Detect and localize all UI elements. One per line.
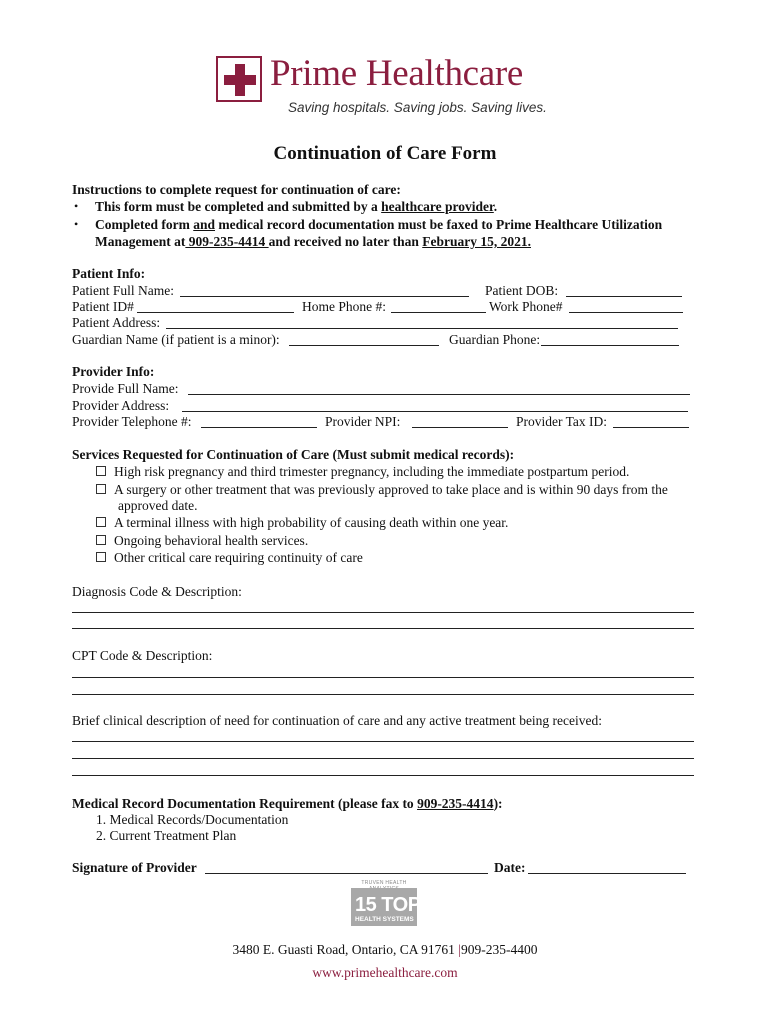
- provider-telephone-label: Provider Telephone #:: [72, 414, 192, 429]
- clinical-field-line-1[interactable]: [72, 741, 694, 742]
- service-option-4[interactable]: Ongoing behavioral health services.: [96, 532, 308, 549]
- patient-dob-field[interactable]: [566, 296, 682, 297]
- bullet-icon: •: [74, 217, 79, 231]
- checkbox[interactable]: [96, 484, 106, 494]
- provider-telephone-field[interactable]: [201, 427, 317, 428]
- provider-address-label: Provider Address:: [72, 398, 170, 413]
- provider-tax-id-field[interactable]: [613, 427, 689, 428]
- patient-dob-label: Patient DOB:: [485, 283, 559, 298]
- logo-tagline: Saving hospitals. Saving jobs. Saving lives.: [288, 100, 547, 115]
- service-option-2-cont: approved date.: [118, 498, 198, 513]
- prime-healthcare-logo: [216, 53, 556, 116]
- patient-id-label: Patient ID#: [72, 299, 134, 314]
- checkbox[interactable]: [96, 552, 106, 562]
- guardian-phone-label: Guardian Phone:: [449, 332, 541, 347]
- signature-field[interactable]: [205, 873, 488, 874]
- provider-npi-label: Provider NPI:: [325, 414, 401, 429]
- diagnosis-label: Diagnosis Code & Description:: [72, 584, 242, 599]
- clinical-field-line-3[interactable]: [72, 775, 694, 776]
- services-heading: Services Requested for Continuation of Care (Must submit medical records):: [72, 447, 515, 462]
- guardian-name-field[interactable]: [289, 345, 439, 346]
- guardian-phone-field[interactable]: [541, 345, 679, 346]
- signature-label: Signature of Provider: [72, 860, 197, 875]
- instruction-2-line-1: Completed form and medical record documentation must be faxed to Prime Healthcare Utilization: [95, 217, 663, 232]
- cpt-field-line-2[interactable]: [72, 694, 694, 695]
- patient-address-field[interactable]: [166, 328, 678, 329]
- instruction-2-line-2: Management at 909-235-4414 and received no later than February 15, 2021.: [95, 234, 531, 249]
- instruction-1: This form must be completed and submitted by a healthcare provider.: [95, 199, 498, 214]
- home-phone-label: Home Phone #:: [302, 299, 386, 314]
- service-option-1[interactable]: High risk pregnancy and third trimester pregnancy, including the immediate postpartum period.: [96, 463, 629, 480]
- provider-full-name-label: Provide Full Name:: [72, 381, 179, 396]
- patient-full-name-label: Patient Full Name:: [72, 283, 174, 298]
- checkbox[interactable]: [96, 535, 106, 545]
- provider-tax-id-label: Provider Tax ID:: [516, 414, 608, 429]
- guardian-name-label: Guardian Name (if patient is a minor):: [72, 332, 280, 347]
- cpt-field-line-1[interactable]: [72, 677, 694, 678]
- diagnosis-field-line-1[interactable]: [72, 612, 694, 613]
- checkbox[interactable]: [96, 466, 106, 476]
- checkbox[interactable]: [96, 517, 106, 527]
- clinical-description-label: Brief clinical description of need for continuation of care and any active treatment being received:: [72, 713, 603, 728]
- cpt-label: CPT Code & Description:: [72, 648, 213, 663]
- form-title: Continuation of Care Form: [273, 143, 497, 164]
- patient-info-heading: Patient Info:: [72, 266, 146, 281]
- service-option-5[interactable]: Other critical care requiring continuity of care: [96, 549, 363, 566]
- bullet-icon: •: [74, 199, 79, 213]
- cross-logo-icon: [216, 56, 262, 102]
- home-phone-field[interactable]: [391, 312, 486, 313]
- top-health-systems-badge: TRUVEN HEALTH 15 TOP HEALTH SYSTEMS: [351, 880, 417, 928]
- footer-website-link[interactable]: www.primehealthcare.com: [312, 965, 458, 980]
- provider-npi-field[interactable]: [412, 427, 508, 428]
- patient-address-label: Patient Address:: [72, 315, 161, 330]
- patient-full-name-field[interactable]: [180, 296, 469, 297]
- logo-name: Prime Healthcare: [270, 53, 524, 94]
- work-phone-field[interactable]: [569, 312, 683, 313]
- provider-info-heading: Provider Info:: [72, 364, 155, 379]
- medical-record-item-1: 1. Medical Records/Documentation: [96, 812, 289, 827]
- patient-id-field[interactable]: [137, 312, 294, 313]
- service-option-3[interactable]: A terminal illness with high probability of causing death within one year.: [96, 514, 508, 531]
- signature-date-field[interactable]: [528, 873, 686, 874]
- footer-address: 3480 E. Guasti Road, Ontario, CA 91761 |909-235-4400: [232, 942, 538, 957]
- provider-address-field[interactable]: [182, 411, 688, 412]
- signature-date-label: Date:: [494, 860, 526, 875]
- medical-record-heading: Medical Record Documentation Requirement (please fax to 909-235-4414):: [72, 796, 503, 811]
- diagnosis-field-line-2[interactable]: [72, 628, 694, 629]
- instructions-heading: Instructions to complete request for continuation of care:: [72, 182, 401, 197]
- work-phone-label: Work Phone#: [489, 299, 563, 314]
- provider-full-name-field[interactable]: [188, 394, 690, 395]
- service-option-2[interactable]: A surgery or other treatment that was previously approved to take place and is within 90 days from the: [96, 481, 668, 498]
- medical-record-item-2: 2. Current Treatment Plan: [96, 828, 237, 843]
- clinical-field-line-2[interactable]: [72, 758, 694, 759]
